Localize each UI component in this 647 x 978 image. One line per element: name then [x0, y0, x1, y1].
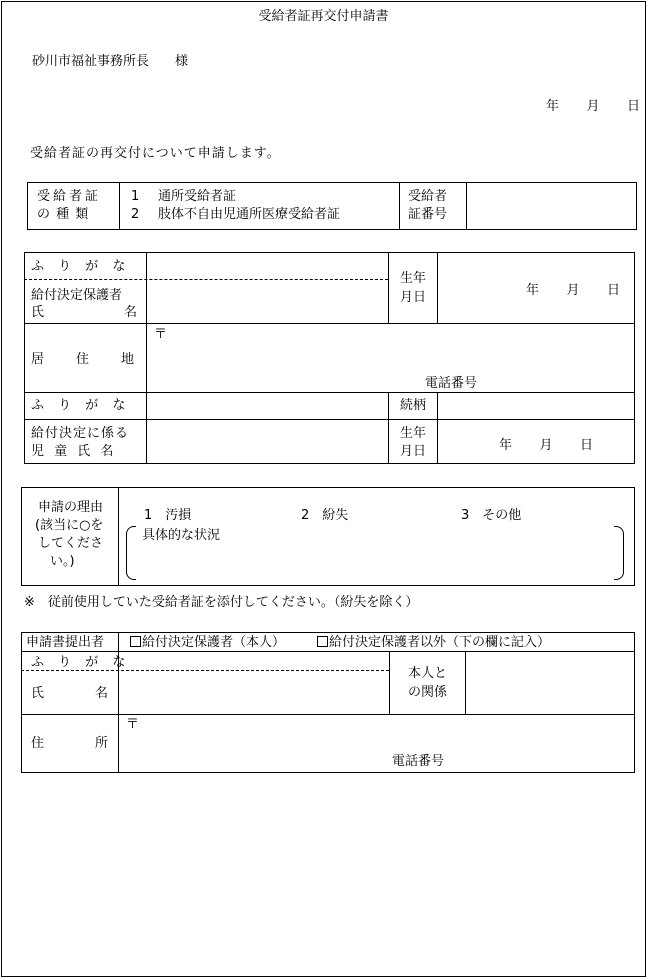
checkbox-self[interactable]	[130, 636, 141, 647]
date-day: 日	[626, 99, 640, 114]
date-month: 月	[586, 99, 600, 114]
child-furigana-label: ふ り が な	[31, 398, 131, 413]
cert-number-label-2: 証番号	[408, 207, 448, 222]
postal-mark: 〒	[154, 327, 168, 342]
submitter-address-label-2: 所	[95, 736, 109, 751]
addressee: 砂川市福祉事務所長 様	[32, 54, 189, 69]
guardian-name-field[interactable]	[148, 281, 386, 322]
child-furigana-field[interactable]	[148, 394, 386, 418]
divider	[437, 252, 438, 323]
submitter-furigana-field[interactable]	[120, 653, 387, 669]
submitter-furigana-label: ふ り が な	[31, 655, 131, 670]
child-birth-field[interactable]	[499, 434, 593, 453]
cert-option-1-num: 1	[131, 189, 140, 204]
guardian-address-label-2: 住	[76, 352, 90, 367]
reason-label-3: してくださ	[38, 536, 104, 551]
application-date[interactable]	[546, 95, 640, 114]
child-birth-label-1: 生年	[400, 426, 427, 441]
submitter-option-other-text: 給付決定保護者以外（下の欄に記入）	[329, 635, 551, 650]
child-name-field[interactable]	[148, 421, 386, 462]
divider	[146, 252, 147, 464]
child-name-label-1: 給付決定に係る	[31, 426, 130, 441]
guardian-address-label-1: 居	[31, 352, 45, 367]
guardian-birth-field[interactable]	[526, 279, 620, 298]
child-birth-label-2: 月日	[400, 444, 427, 459]
child-birth-day: 日	[579, 438, 593, 453]
bracket-left	[126, 526, 136, 580]
child-birth-year: 年	[499, 438, 513, 453]
form-title: 受給者証再交付申請書	[258, 9, 389, 24]
submitter-phone-label: 電話番号	[392, 754, 445, 769]
detail-label: 具体的な状況	[142, 528, 221, 543]
divider	[437, 392, 438, 464]
child-relation-label: 続柄	[400, 398, 427, 413]
divider	[388, 252, 389, 323]
submitter-label: 申請書提出者	[26, 635, 105, 650]
guardian-birth-label-2: 月日	[400, 290, 427, 305]
divider	[399, 182, 400, 230]
divider	[119, 182, 120, 230]
reason-option-3[interactable]: 3 その他	[461, 508, 522, 523]
submitter-name-field[interactable]	[120, 672, 387, 712]
submitter-name-label-1: 氏	[31, 686, 45, 701]
reason-label-1: 申請の理由	[38, 500, 104, 515]
reason-label-2: (該当に○を	[35, 518, 104, 533]
divider	[389, 651, 390, 714]
divider	[465, 651, 466, 714]
guardian-address-label-3: 地	[121, 352, 135, 367]
detail-field[interactable]	[138, 545, 610, 579]
cert-type-label-1: 受給者証	[37, 189, 102, 204]
guardian-furigana-field[interactable]	[148, 254, 386, 278]
child-birth-month: 月	[539, 438, 553, 453]
guardian-birth-month: 月	[566, 283, 580, 298]
date-year: 年	[546, 99, 560, 114]
submitter-postal-mark: 〒	[126, 717, 140, 732]
bracket-right	[614, 526, 624, 580]
guardian-name-label-1: 給付決定保護者	[31, 288, 123, 303]
divider	[118, 487, 119, 586]
submitter-relation-label-1: 本人と	[408, 666, 448, 681]
cert-option-1[interactable]: 通所受給者証	[158, 189, 237, 204]
divider	[24, 419, 635, 420]
submitter-option-other[interactable]	[317, 634, 550, 651]
cert-number-field[interactable]	[468, 184, 634, 228]
submitter-relation-field[interactable]	[467, 653, 633, 712]
guardian-birth-day: 日	[606, 283, 620, 298]
divider	[24, 392, 635, 393]
child-relation-field[interactable]	[439, 394, 633, 418]
submitter-name-label-2: 名	[95, 686, 109, 701]
submitter-option-self-text: 給付決定保護者（本人）	[142, 635, 286, 650]
divider	[466, 182, 467, 230]
cert-type-label-2: の 種 類	[37, 207, 90, 222]
submitter-option-self[interactable]	[130, 634, 285, 651]
reason-option-2[interactable]: 2 紛失	[301, 508, 349, 523]
submitter-relation-label-2: の関係	[408, 685, 448, 700]
guardian-name-label-3: 名	[124, 305, 138, 320]
guardian-furigana-text: ふ り が な	[31, 259, 131, 274]
intro-text: 受給者証の再交付について申請します。	[30, 146, 281, 161]
dashed-divider	[24, 279, 388, 280]
cert-number-label-1: 受給者	[408, 189, 448, 204]
guardian-address-field[interactable]	[148, 340, 633, 372]
guardian-birth-year: 年	[526, 283, 540, 298]
divider	[21, 714, 635, 715]
guardian-phone-label: 電話番号	[425, 376, 478, 391]
attachment-note: ※ 従前使用していた受給者証を添付してください。（紛失を除く）	[24, 595, 419, 610]
guardian-birth-label-1: 生年	[400, 271, 427, 286]
child-name-label-2: 児 童 氏 名	[31, 444, 117, 459]
guardian-name-label-2: 氏	[31, 305, 45, 320]
divider	[388, 392, 389, 464]
submitter-address-field[interactable]	[120, 733, 633, 751]
reason-label-4: い。)	[50, 554, 75, 569]
divider	[24, 323, 635, 324]
reason-option-1[interactable]: 1 汚損	[144, 508, 192, 523]
checkbox-other[interactable]	[317, 636, 328, 647]
divider	[21, 651, 635, 652]
cert-option-2[interactable]: 肢体不自由児通所医療受給者証	[158, 207, 341, 222]
cert-option-2-num: 2	[131, 207, 140, 222]
submitter-address-label-1: 住	[31, 736, 45, 751]
guardian-furigana-label	[31, 258, 141, 275]
